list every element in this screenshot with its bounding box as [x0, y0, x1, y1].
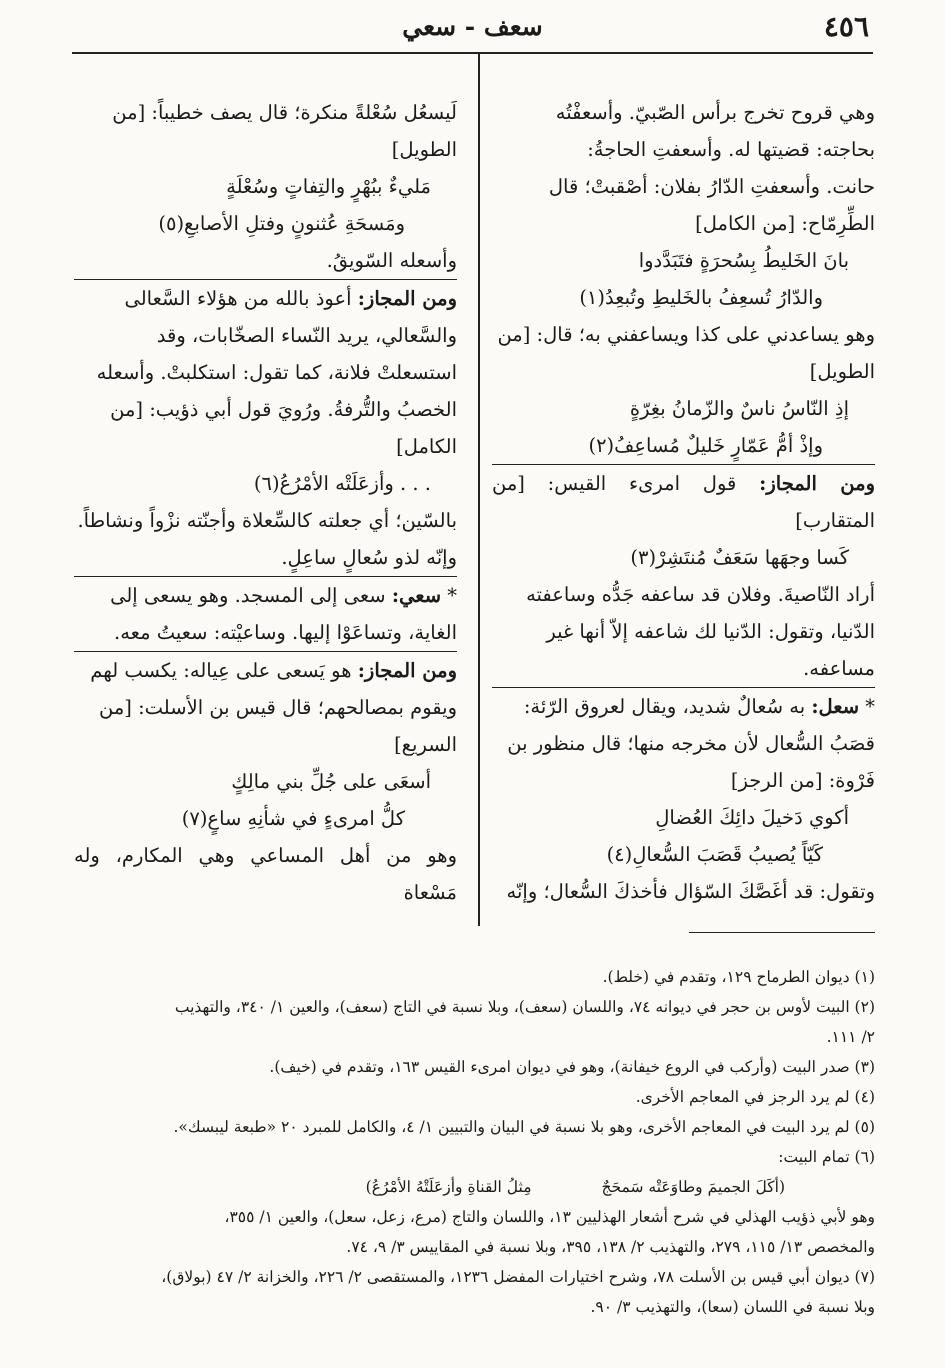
footnote-continuation: والمخصص ١٣/ ١١٥، ٢٧٩، والتهذيب ٢/ ١٣٨، ٣٩٥، وبلا نسبة في المقاييس ٣/ ٩، ٧٤. — [346, 1238, 875, 1256]
majaz-line — [74, 280, 457, 317]
majaz-label: ومن المجاز: — [357, 659, 457, 682]
page-header — [70, 10, 875, 48]
right-column — [492, 94, 875, 910]
majaz-line — [74, 652, 457, 689]
text-line: الكامل] — [396, 435, 457, 458]
entry-line — [74, 577, 457, 614]
text-line: فَرْوة: [من الرجز] — [730, 769, 875, 792]
majaz-text: هو يَسعى على عِياله: يكسب لهم — [90, 659, 358, 682]
text-line: الطويل] — [391, 138, 457, 161]
footnote-verse-hemistich: (أكَلَ الجميمَ وطاوَعَتْه سَمحَجٌ — [601, 1178, 785, 1196]
footnote-verse — [72, 1172, 875, 1202]
footnote: (٧) ديوان أبي قيس بن الأسلت ٧٨، وشرح اختيارات المفضل ١٢٣٦، والمستقصى ٢/ ٢٢٦، والخزانة ٢/ ٤٧ (بولاق)، — [161, 1268, 875, 1286]
verse-line: كَسا وجهَها سَعَفٌ مُنتَشِرْ(٣) — [630, 546, 849, 569]
text-line: الدّنيا، وتقول: الدّنيا لك شاعفه إلاّ أنها غير — [546, 620, 875, 643]
verse-line: ومَسحَةِ عُثنونٍ وفتلِ الأصابعِ(٥) — [158, 212, 405, 235]
verse-line: أسعَى على جُلِّ بني مالِكٍ — [231, 770, 431, 793]
left-column — [74, 94, 457, 911]
footnote: (٢) البيت لأوس بن حجر في ديوانه ٧٤، واللسان (سعف)، وبلا نسبة في التاج (سعف)، والعين ١/ ٣٤٠، والتهذيب — [174, 998, 875, 1016]
footnote: (٦) تمام البيت: — [778, 1148, 875, 1166]
text-line: والسَّعالي، يريد النّساء الصخّابات، وقد — [156, 324, 457, 347]
majaz-text: أعوذ بالله من هؤلاء السَّعالى — [124, 287, 358, 310]
running-title: سعف - سعي — [402, 12, 543, 41]
majaz-line — [492, 465, 875, 539]
text-line: الطِّرِمّاح: [من الكامل] — [695, 212, 875, 235]
footnote: (١) ديوان الطرماح ١٢٩، وتقدم في (خلط). — [602, 968, 875, 986]
text-line: مساعفه. — [803, 657, 875, 680]
verse-line: أكوي دَخيلَ دائِكَ العُضالِ — [655, 806, 849, 829]
text-line: السريع] — [394, 733, 457, 756]
text-line: الخصبُ والتُّرفةُ. ورُويَ قول أبي ذؤيب: [من — [110, 398, 457, 421]
page-number: ٤٥٦ — [823, 10, 869, 43]
column-divider — [478, 54, 480, 926]
text-line: حانت. وأسعفتِ الدّارُ بفلان: أصْقبتْ؛ قال — [548, 175, 875, 198]
text-line: استسعلتْ فلانة، كما تقول: استكلبتْ. وأسعله — [96, 361, 457, 384]
verse-line: كَيّاً يُصيبُ قَصَبَ السُّعالِ(٤) — [606, 843, 823, 866]
text-line: وهو من أهل المساعي وهي المكارم، وله مَسْعاة — [74, 844, 457, 904]
verse-line: كلُّ امرىءٍ في شأنِهِ ساعٍ(٧) — [181, 807, 405, 830]
footnote: (٣) صدر البيت (وأركب في الروع خيفانة)، وهو في ديوان امرىء القيس ١٦٣، وتقدم في (خيف). — [269, 1058, 875, 1076]
header-rule — [72, 52, 873, 54]
verse-line: مَليءٌ ببُهْرٍ والتِفاتٍ وسُعْلَةٍ — [226, 175, 431, 198]
text-line: ويقوم بمصالحهم؛ قال قيس بن الأسلت: [من — [98, 696, 457, 719]
entry-line — [492, 688, 875, 725]
entry-star: * — [859, 695, 875, 718]
text-line: وإنّه لذو سُعالٍ ساعِلٍ. — [281, 546, 457, 569]
footnote: (٥) لم يرد البيت في المعاجم الأخرى، وهو بلا نسبة في البيان والتبيين ١/ ٤، والكامل للمبرد ٢٠ «طبعة ليبسك». — [173, 1118, 875, 1136]
entry-headword: سعل: — [811, 695, 860, 718]
entry-text: به سُعالٌ شديد، ويقال لعروق الرّئة: — [523, 695, 812, 718]
entry-headword: سعي: — [391, 584, 442, 607]
footnotes — [72, 962, 875, 1322]
text-line: وتقول: قد أغَصَّكَ السّؤال فأخذكَ السُّعال؛ وإنّه — [506, 880, 875, 903]
text-line: الطويل] — [809, 360, 875, 383]
majaz-text: قول امرىء القيس: [من المتقارب] — [492, 472, 875, 532]
footnote: (٤) لم يرد الرجز في المعاجم الأخرى. — [635, 1088, 875, 1106]
footnote-rule — [689, 932, 875, 933]
majaz-label: ومن المجاز: — [357, 287, 457, 310]
majaz-label: ومن المجاز: — [759, 472, 875, 495]
verse-line: وإذْ أمُّ عَمّارٍ خَليلٌ مُساعِفُ(٢) — [588, 434, 823, 457]
text-line: وهي قروح تخرج برأس الصّبيّ. وأسعفْتُه — [555, 101, 875, 124]
text-line: قصَبُ السُّعال لأن مخرجه منها؛ قال منظور بن — [507, 732, 875, 755]
text-line: وأسعله السّويقُ. — [326, 249, 457, 272]
text-line: الغاية، وتساعَوْا إليها. وساعيْته: سعيتُ معه. — [114, 621, 457, 644]
text-line: أراد النّاصيةَ. وفلان قد ساعفه جَدُّه وساعفته — [526, 583, 875, 606]
verse-line: بانَ الخَليطُ بِسُحرَةٍ فتَبَدَّدوا — [638, 249, 849, 272]
footnote-verse-hemistich: مِثلُ القناةِ وأزعَلَتْهُ الأمْرُعُ) — [365, 1178, 532, 1196]
footnote-continuation: وبلا نسبة في اللسان (سعا)، والتهذيب ٣/ ٩٠. — [590, 1298, 875, 1316]
footnote-continuation: ٢/ ١١١. — [826, 1028, 875, 1046]
text-line: وهو يساعدني على كذا ويساعفني به؛ قال: [من — [497, 323, 875, 346]
footnote-continuation: وهو لأبي ذؤيب الهذلي في شرح أشعار الهذليين ١٣، واللسان والتاج (مرع، زعل، سعل)، والعين ١/ ٣٥٥، — [224, 1208, 875, 1226]
verse-line: . . . وأزعَلَتْه الأمْرُعُ(٦) — [253, 472, 431, 495]
text-line: بالسّين؛ أي جعلته كالسِّعلاة وأجنّته نزْواً ونشاطاً. — [77, 509, 457, 532]
entry-star: * — [441, 584, 457, 607]
entry-text: سعى إلى المسجد. وهو يسعى إلى — [110, 584, 392, 607]
text-line: لَيسعُل سُعْلةً منكرة؛ قال يصف خطيباً: [من — [112, 101, 457, 124]
text-line: بحاجته: قضيتها له. وأسعفتِ الحاجةُ: — [587, 138, 875, 161]
verse-line: والدّارُ تُسعِفُ بالخَليطِ وتُبعِدُ(١) — [579, 286, 823, 309]
verse-line: إذِ النّاسُ ناسٌ والزّمانُ بغِرّةٍ — [629, 397, 849, 420]
